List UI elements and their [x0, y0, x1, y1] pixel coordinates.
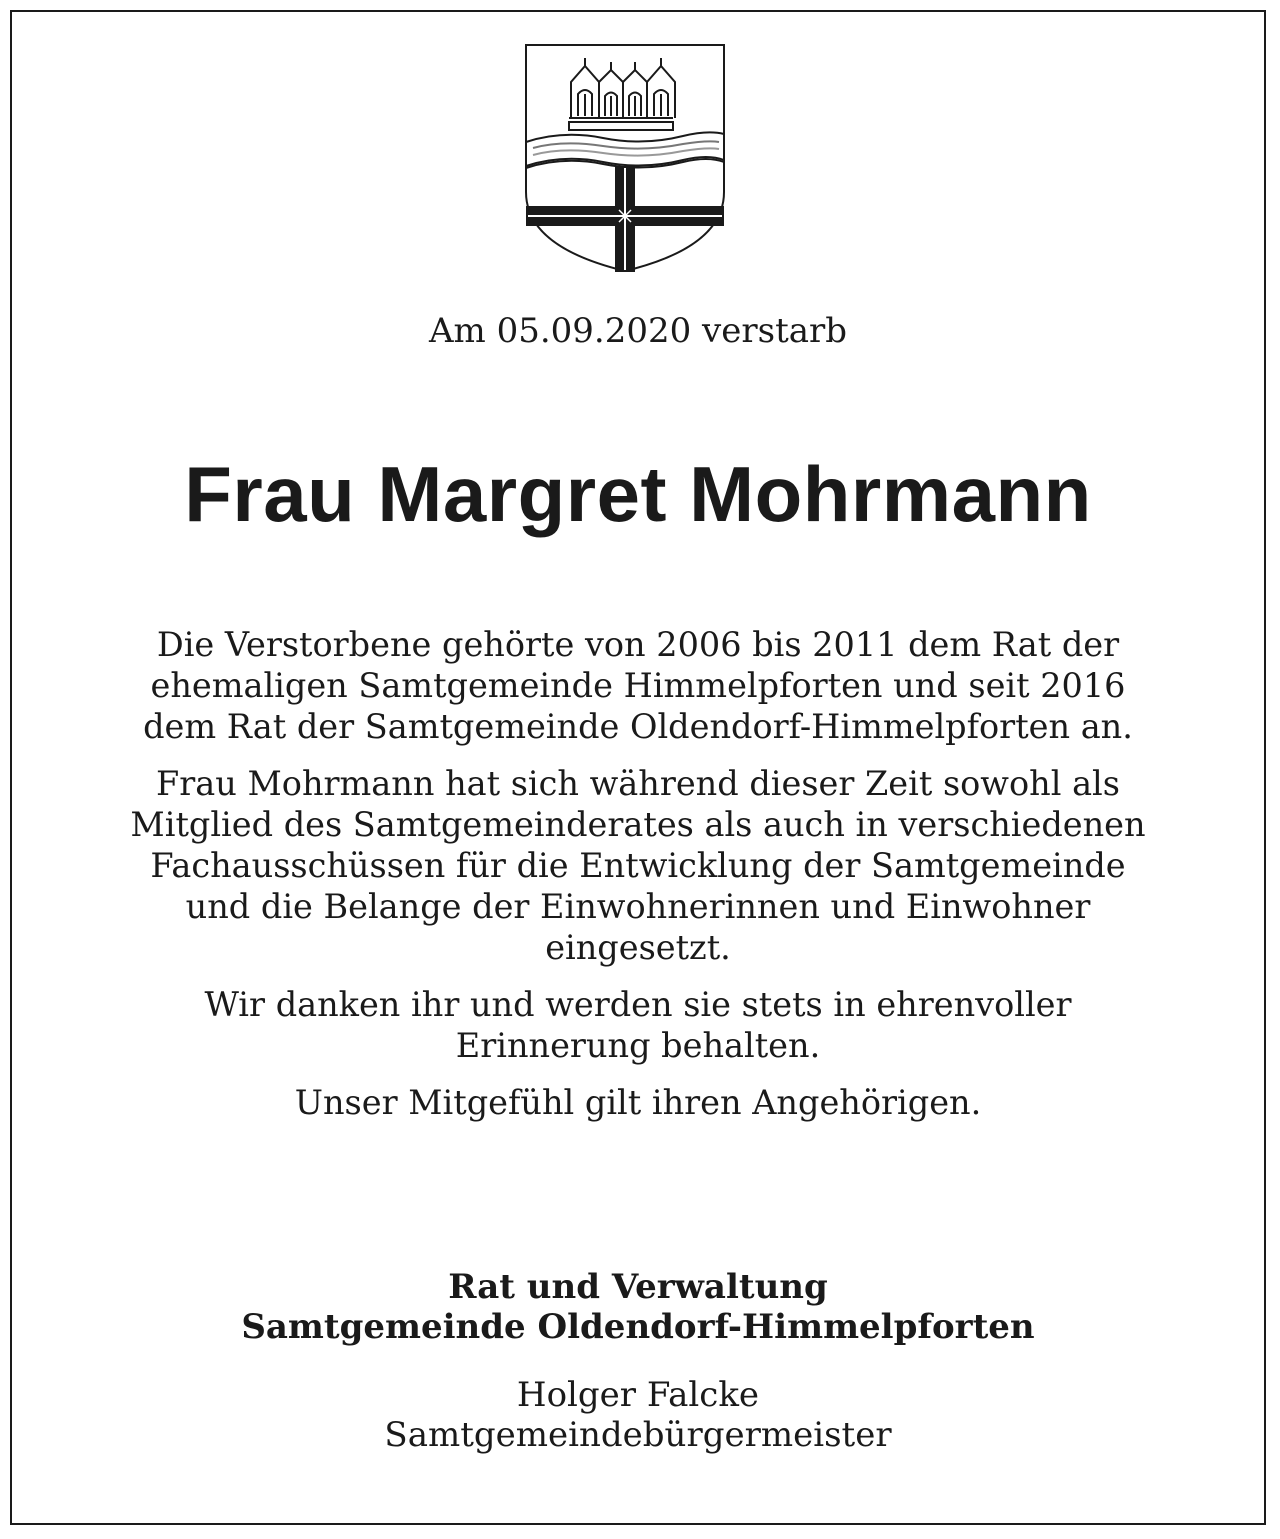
text-line: eingesetzt.	[545, 928, 731, 967]
obituary-notice	[10, 10, 1266, 1525]
tribute-paragraph	[12, 624, 1264, 747]
signature-block	[12, 1267, 1264, 1455]
tribute-paragraph	[12, 1082, 1264, 1123]
text-line: Wir danken ihr und werden sie stets in ehrenvoller	[204, 985, 1072, 1024]
org-line: Samtgemeinde Oldendorf-Himmelpforten	[241, 1307, 1035, 1347]
text-line: Erinnerung behalten.	[455, 1026, 821, 1065]
text-line: dem Rat der Samtgemeinde Oldendorf-Himmelpforten an.	[143, 707, 1133, 746]
tribute-text	[12, 624, 1264, 1139]
issuing-organization	[12, 1267, 1264, 1347]
text-line: ehemaligen Samtgemeinde Himmelpforten und seit 2016	[150, 666, 1126, 705]
death-date-intro: Am 05.09.2020 verstarb	[428, 311, 848, 351]
deceased-name: Frau Margret Mohrmann	[184, 450, 1092, 538]
signer-name: Holger Falcke	[516, 1375, 760, 1415]
text-line: und die Belange der Einwohnerinnen und Einwohner	[185, 887, 1091, 926]
text-line: Mitglied des Samtgemeinderates als auch in verschiedenen	[130, 805, 1146, 844]
text-line: Frau Mohrmann hat sich während dieser Zeit sowohl als	[156, 764, 1120, 803]
text-line: Die Verstorbene gehörte von 2006 bis 2011 dem Rat der	[156, 625, 1120, 664]
coat-of-arms-icon	[523, 42, 727, 274]
tribute-paragraph	[12, 763, 1264, 968]
tribute-paragraph	[12, 984, 1264, 1066]
org-line: Rat und Verwaltung	[448, 1267, 828, 1307]
signer-title: Samtgemeindebürgermeister	[384, 1415, 892, 1455]
text-line: Unser Mitgefühl gilt ihren Angehörigen.	[294, 1083, 982, 1122]
signer	[12, 1375, 1264, 1455]
text-line: Fachausschüssen für die Entwicklung der Samtgemeinde	[150, 846, 1126, 885]
